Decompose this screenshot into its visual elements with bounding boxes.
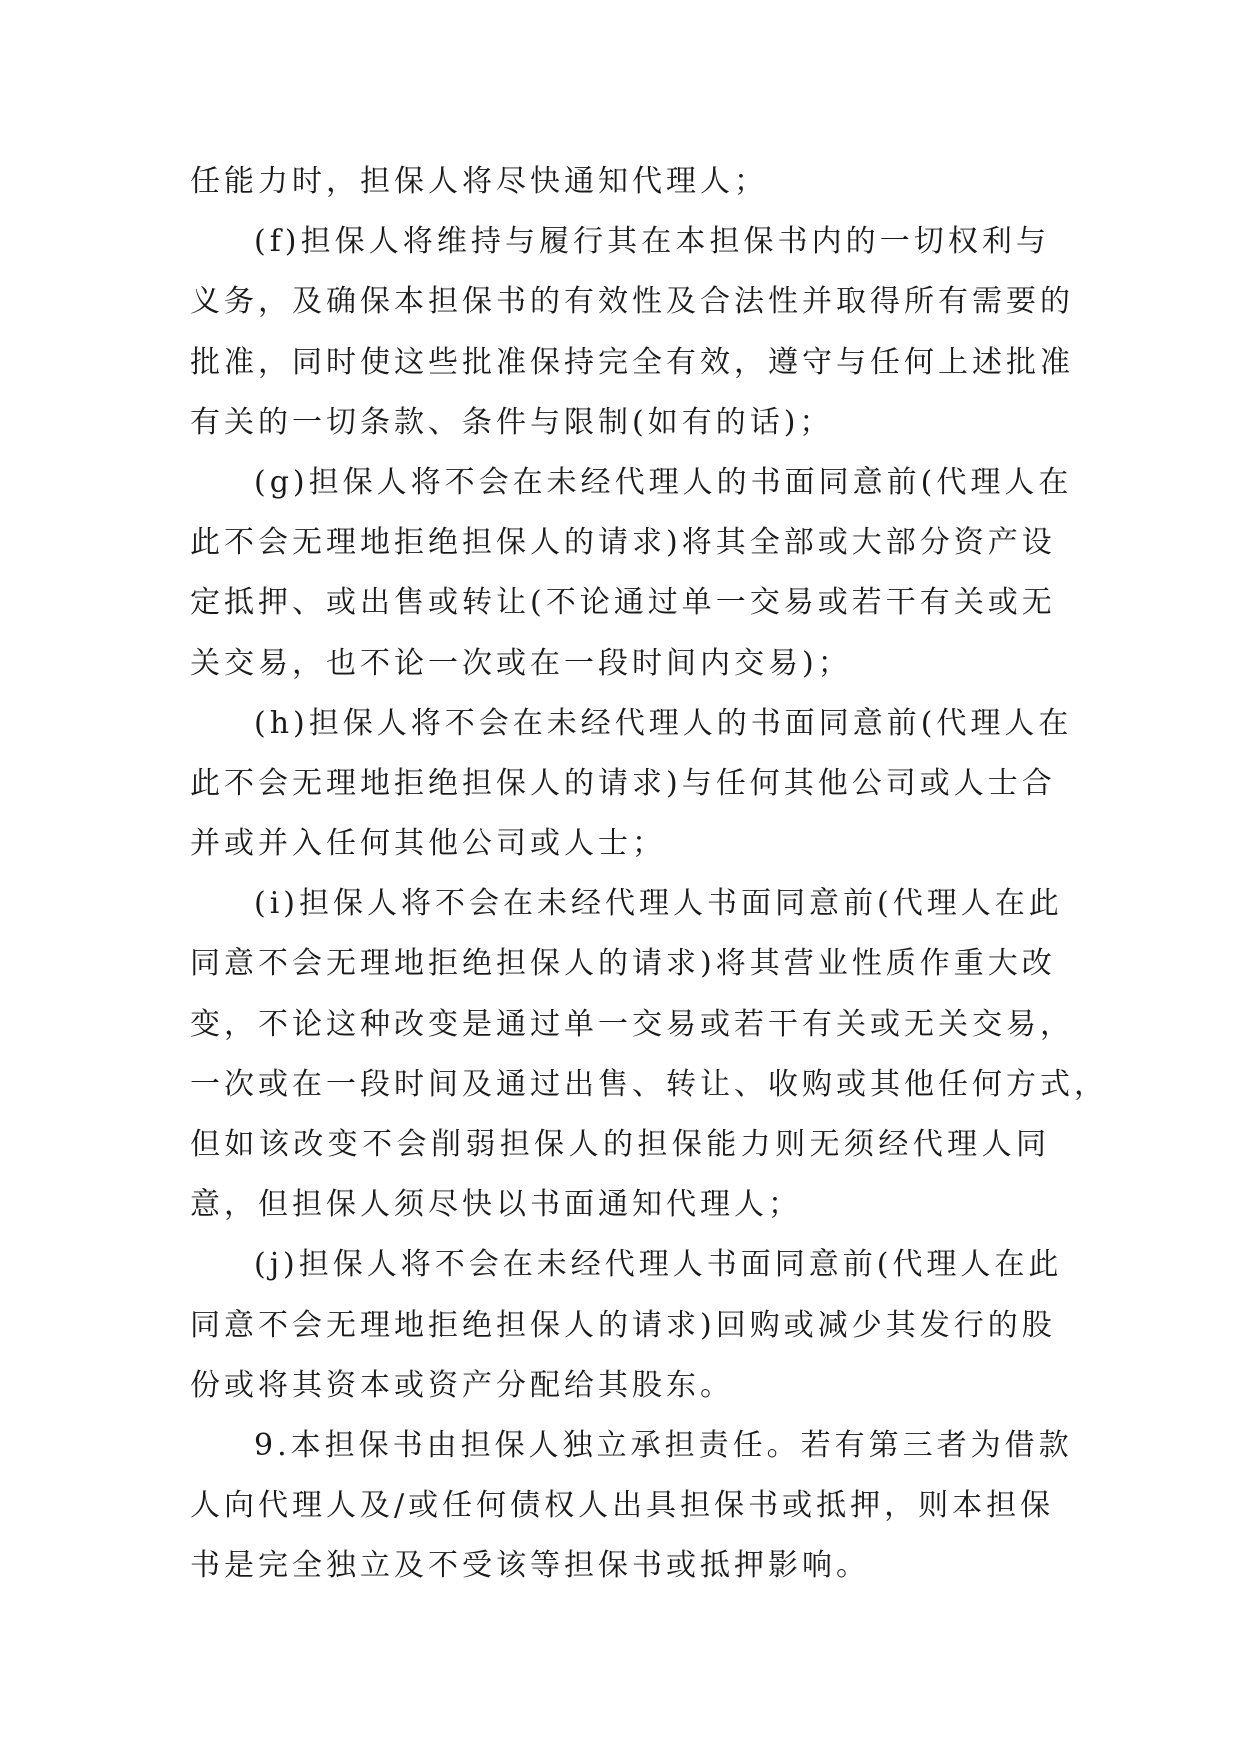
- text-line: 9.本担保书由担保人独立承担责任。若有第三者为借款: [254, 1427, 1073, 1463]
- text-line: 批准，同时使这些批准保持完全有效，遵守与任何上述批准: [190, 344, 1074, 380]
- text-line: 任能力时，担保人将尽快通知代理人；: [190, 164, 768, 199]
- text-line: 变，不论这种改变是通过单一交易或若干有关或无关交易，: [190, 1006, 1074, 1042]
- text-line: 有关的一切条款、条件与限制(如有的话)；: [190, 404, 834, 440]
- document-body: [190, 152, 1108, 1597]
- text-line: (g)担保人将不会在未经代理人的书面同意前(代理人在: [254, 464, 1073, 500]
- text-line: 人向代理人及/或任何债权人出具担保书或抵押，则本担保: [190, 1488, 1055, 1524]
- text-line: 意，但担保人须尽快以书面通知代理人；: [190, 1187, 802, 1223]
- text-line: 份或将其资本或资产分配给其股东。: [190, 1367, 734, 1403]
- text-line: (f)担保人将维持与履行其在本担保书内的一切权利与: [254, 224, 1050, 260]
- text-line: 并或并入任何其他公司或人士；: [190, 826, 666, 862]
- text-line: (j)担保人将不会在未经代理人书面同意前(代理人在此: [254, 1247, 1063, 1283]
- text-line: 一次或在一段时间及通过出售、转让、收购或其他任何方式，: [190, 1066, 1108, 1102]
- text-line: 关交易，也不论一次或在一段时间内交易)；: [190, 645, 852, 681]
- text-line: 定抵押、或出售或转让(不论通过单一交易或若干有关或无: [190, 585, 1056, 621]
- text-line: 此不会无理地拒绝担保人的请求)与任何其他公司或人士合: [190, 765, 1056, 801]
- text-line: (h)担保人将不会在未经代理人的书面同意前(代理人在: [254, 705, 1073, 741]
- text-line: (i)担保人将不会在未经代理人书面同意前(代理人在此: [254, 886, 1063, 922]
- text-line: 书是完全独立及不受该等担保书或抵押影响。: [190, 1548, 870, 1584]
- text-line: 义务，及确保本担保书的有效性及合法性并取得所有需要的: [190, 284, 1074, 320]
- text-line: 同意不会无理地拒绝担保人的请求)将其营业性质作重大改: [190, 946, 1056, 982]
- text-line: 同意不会无理地拒绝担保人的请求)回购或减少其发行的股: [190, 1307, 1056, 1343]
- text-line: 此不会无理地拒绝担保人的请求)将其全部或大部分资产设: [190, 525, 1056, 561]
- text-line: 但如该改变不会削弱担保人的担保能力则无须经代理人同: [190, 1127, 1050, 1162]
